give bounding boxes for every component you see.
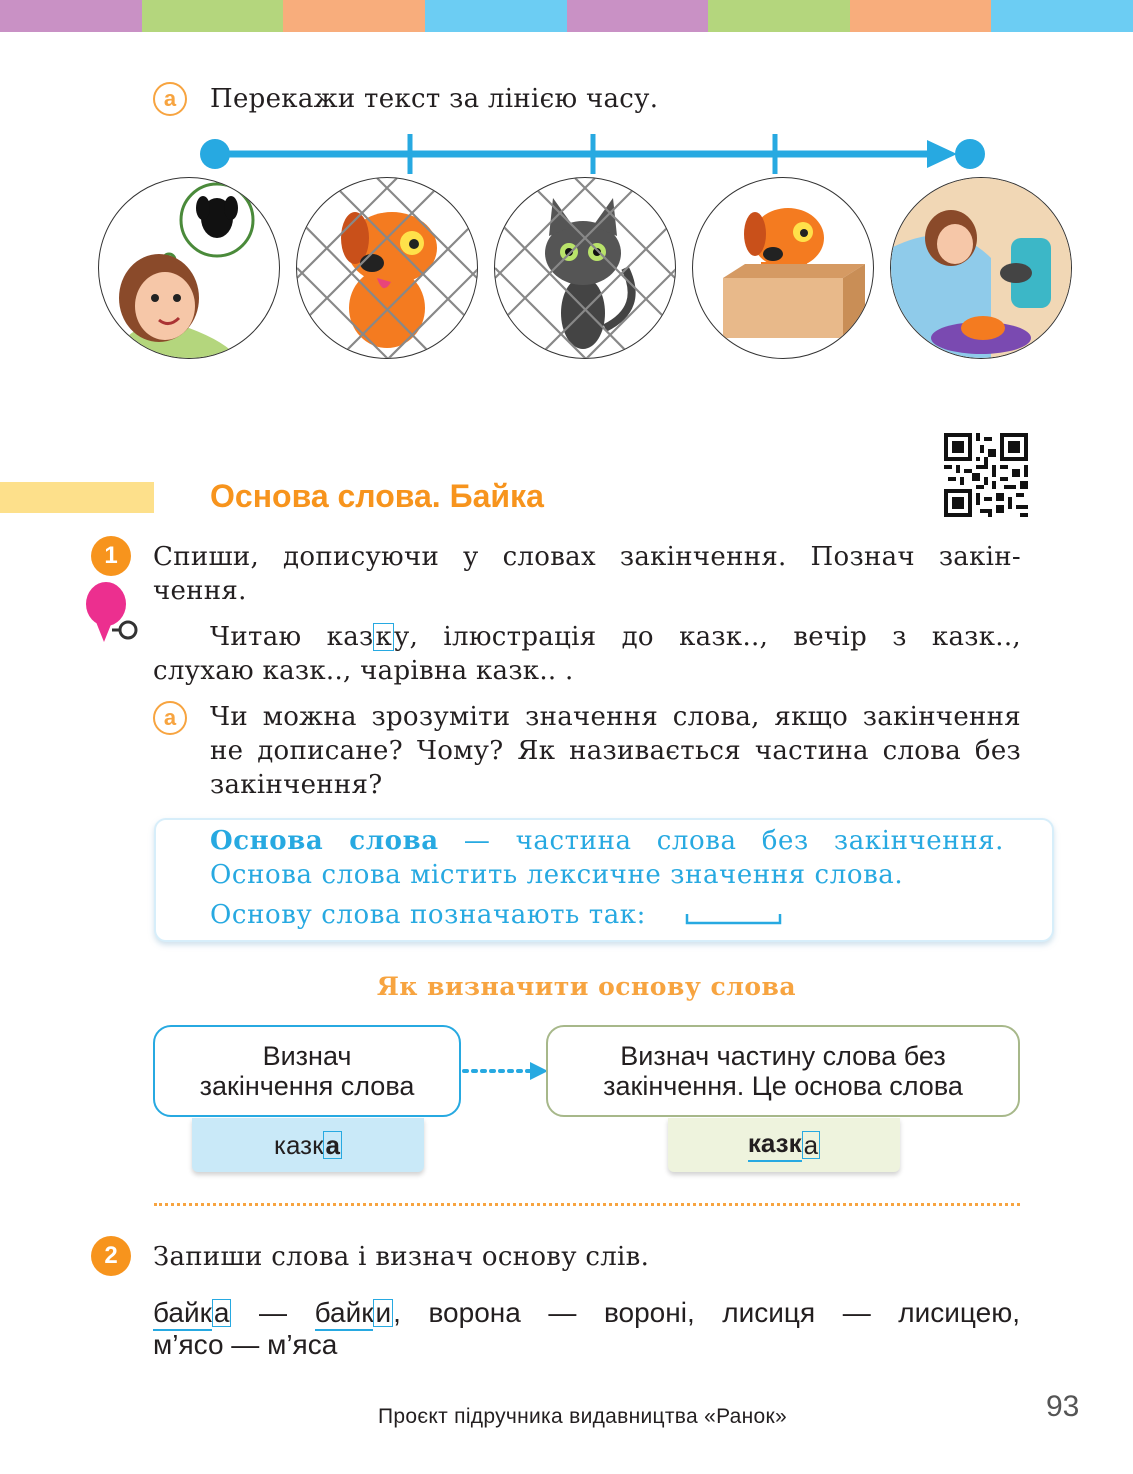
- step-1-example-ending: а: [325, 1130, 340, 1160]
- timeline-start-dot: [200, 139, 230, 169]
- rule-definition: — частина слова без закінчення.: [438, 826, 1004, 856]
- task-a-text: Перекажи текст за лінією часу.: [210, 84, 659, 114]
- timeline-arrow-icon: [927, 140, 957, 168]
- task-2-words-rest: , ворона — вороні, лисиця — лисицею,: [393, 1297, 1020, 1328]
- stripe-1: [0, 0, 142, 32]
- rule-line-3: Основу слова позначають так:: [210, 900, 647, 930]
- step-1-line-1: Визнач: [262, 1041, 352, 1071]
- task-1a-badge: а: [153, 701, 187, 735]
- top-color-stripe: [0, 0, 1133, 32]
- timeline-end-dot: [955, 139, 985, 169]
- example-boxed-letter: к: [375, 622, 393, 652]
- step-1-line-2: закінчення слова: [199, 1071, 415, 1101]
- stem-mark-symbol: [684, 906, 784, 928]
- stripe-6: [708, 0, 850, 32]
- step-2-box: [546, 1025, 1020, 1117]
- girl-sleeping-with-pets-icon: [890, 177, 1072, 359]
- section-title: Основа слова. Байка: [210, 478, 544, 514]
- task-1-line-2: чення.: [153, 576, 247, 606]
- footer-text: Проєкт підручника видавництва «Ранок»: [378, 1405, 788, 1428]
- section-marker-bar: [0, 482, 154, 513]
- timeline: [195, 130, 995, 180]
- howto-title: Як визначити основу слова: [376, 972, 797, 1001]
- stripe-3: [283, 0, 425, 32]
- word-dash: —: [231, 1297, 315, 1328]
- stripe-7: [850, 0, 992, 32]
- stripe-8: [991, 0, 1133, 32]
- dog-behind-fence-icon: [296, 177, 478, 359]
- task-1a-line-1: Чи можна зрозуміти значення слова, якщо закінчення: [210, 702, 1021, 732]
- example-suffix: у, ілюстрація до казк.., вечір з казк..,: [394, 622, 1021, 652]
- flow-arrow-icon: [462, 1058, 552, 1084]
- word-2-stem: байк: [315, 1297, 374, 1331]
- word-1-stem: байк: [153, 1297, 212, 1331]
- step-2-example: [668, 1118, 900, 1172]
- dog-in-box-icon: [692, 177, 874, 359]
- task-1-number: 1: [91, 536, 131, 576]
- word-2-ending: и: [375, 1297, 392, 1328]
- magnifier-character-icon: [82, 578, 144, 646]
- task-1a-line-3: закінчення?: [210, 770, 383, 800]
- step-2-line-2: закінчення. Це основа слова: [603, 1071, 963, 1101]
- qr-code-icon: [944, 433, 1028, 517]
- stripe-2: [142, 0, 284, 32]
- word-1-ending: а: [213, 1297, 230, 1328]
- page-number: 93: [1046, 1390, 1080, 1423]
- task-1-example-line-1: [210, 620, 1021, 654]
- dotted-separator: [154, 1203, 1020, 1206]
- task-1-line-1: Спиши, дописуючи у словах закінчення. Познач закін-: [153, 542, 1021, 572]
- step-2-example-stem: казк: [748, 1128, 802, 1162]
- step-1-example-stem: казк: [274, 1129, 324, 1160]
- task-1-example-line-2: слухаю казк.., чарівна казк.. .: [153, 656, 574, 686]
- stripe-5: [567, 0, 709, 32]
- rule-line-2: Основа слова містить лексичне значення слова.: [210, 860, 904, 890]
- stripe-4: [425, 0, 567, 32]
- task-2-text: Запиши слова і визнач основу слів.: [153, 1242, 650, 1272]
- task-1a-line-2: не дописане? Чому? Як називається частина слова без: [210, 736, 1021, 766]
- example-prefix: Читаю каз: [210, 622, 374, 652]
- task-a-badge: а: [153, 82, 187, 116]
- task-2-words-line-1: [153, 1296, 1020, 1330]
- step-1-example: [192, 1118, 424, 1172]
- rule-term: Основа слова: [210, 826, 439, 856]
- cat-behind-fence-icon: [494, 177, 676, 359]
- step-2-example-ending: а: [803, 1130, 819, 1160]
- step-1-box: [153, 1025, 461, 1117]
- task-2-words-line-2: м’ясо — м’яса: [153, 1329, 338, 1360]
- task-2-number: 2: [91, 1236, 131, 1276]
- rule-line-1: [210, 824, 1004, 858]
- girl-thinking-of-dog-icon: [98, 177, 280, 359]
- step-2-line-1: Визнач частину слова без: [620, 1041, 946, 1071]
